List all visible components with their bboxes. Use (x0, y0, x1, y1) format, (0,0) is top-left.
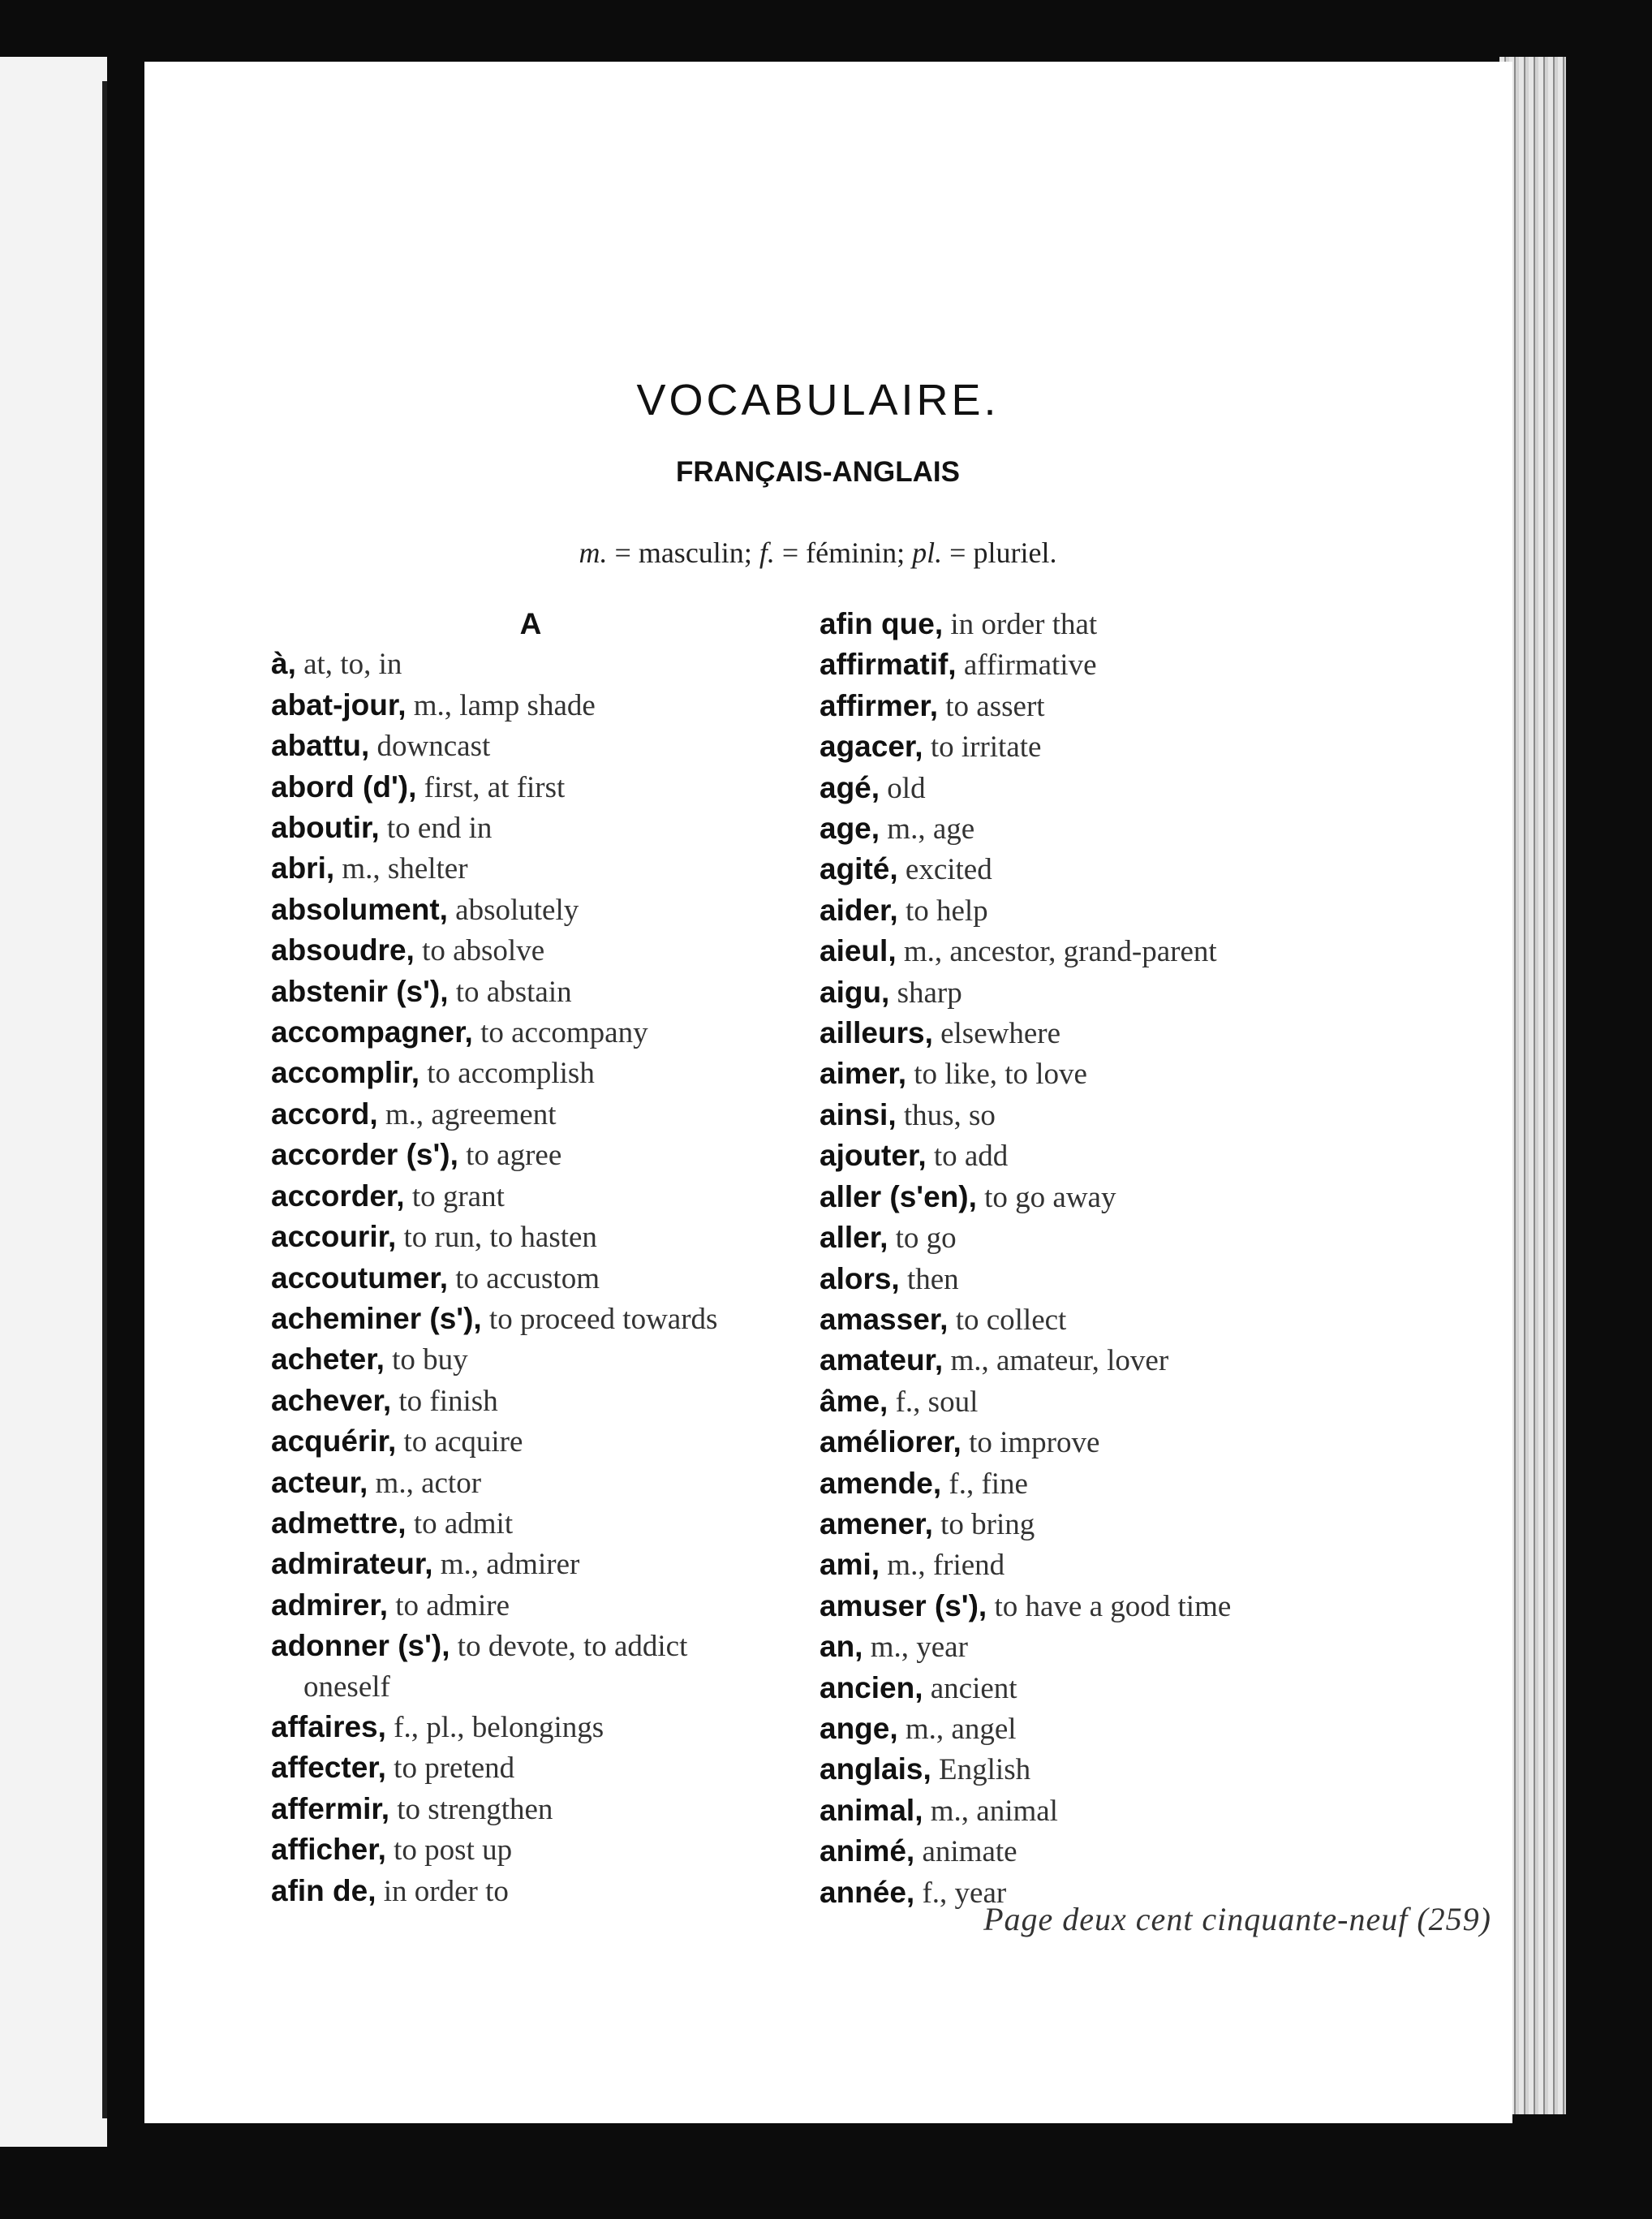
headword: aboutir, (271, 811, 380, 845)
headword: améliorer, (820, 1425, 962, 1459)
headword: amasser, (820, 1302, 949, 1336)
headword: afficher, (271, 1833, 386, 1867)
headword: acheter, (271, 1342, 385, 1377)
vocab-entry (820, 849, 1501, 890)
definition: to buy (384, 1343, 468, 1377)
headword: agacer, (820, 730, 923, 764)
section-letter: A (519, 607, 542, 640)
vocab-entry (820, 768, 1501, 808)
vocab-entry (820, 1586, 1501, 1627)
definition-continuation: oneself (303, 1670, 390, 1704)
definition: to accustom (447, 1261, 600, 1295)
definition: m., ancestor, grand-parent (896, 935, 1217, 969)
headword: aider, (820, 893, 898, 927)
headword: anglais, (820, 1752, 931, 1786)
headword: admettre, (271, 1506, 407, 1540)
headword: agé, (820, 770, 880, 804)
headword: abat-jour, (271, 687, 407, 722)
vocab-entry (820, 1627, 1501, 1667)
definition: m., admirer (432, 1548, 580, 1582)
vocab-entry (820, 1504, 1501, 1545)
headword: accompagner, (271, 1015, 473, 1049)
definition: to acquire (396, 1425, 523, 1459)
vocab-entry (820, 1708, 1501, 1749)
headword: amende, (820, 1466, 942, 1500)
definition: m., shelter (334, 852, 468, 886)
vocab-entry (820, 1259, 1501, 1299)
definition: to bring (932, 1507, 1035, 1541)
vocab-entry (820, 1463, 1501, 1504)
definition: to devote, to addict (450, 1630, 688, 1664)
definition: m., year (863, 1631, 968, 1665)
definition: to proceed towards (481, 1302, 718, 1336)
headword: agité, (820, 852, 898, 886)
definition: to pretend (385, 1752, 515, 1786)
vocab-column-right (820, 604, 1501, 1913)
headword: ange, (820, 1711, 898, 1745)
definition: to collect (948, 1303, 1067, 1337)
definition: m., amateur, lover (943, 1344, 1169, 1378)
headword: acquérir, (271, 1424, 397, 1459)
headword: affermir, (271, 1791, 390, 1825)
headword: accoutumer, (271, 1260, 448, 1295)
right-entries (820, 604, 1501, 1913)
definition: to add (926, 1140, 1009, 1174)
definition: m., angel (897, 1712, 1017, 1746)
vocab-entry (820, 644, 1501, 685)
headword: ami, (820, 1548, 880, 1582)
abbr-m-meaning: masculin (638, 536, 744, 569)
book-page (144, 62, 1512, 2123)
definition: to post up (385, 1833, 513, 1868)
vocab-entry (820, 1790, 1501, 1831)
definition: at, to, in (295, 648, 402, 682)
headword: achever, (271, 1383, 392, 1417)
vocab-entry (820, 1217, 1501, 1258)
abbr-pl-meaning: pluriel (973, 536, 1050, 569)
headword: amener, (820, 1506, 933, 1540)
headword: acteur, (271, 1465, 368, 1499)
definition: thus, so (896, 1098, 996, 1132)
page-number-footer: Page deux cent cinquante-neuf (259) (983, 1901, 1491, 1937)
headword: admirer, (271, 1588, 388, 1622)
headword: acheminer (s'), (271, 1301, 482, 1335)
definition: to grant (404, 1179, 505, 1213)
headword: aimer, (820, 1057, 906, 1091)
vocab-entry (820, 1340, 1501, 1381)
definition: m., lamp shade (406, 688, 596, 722)
headword: abattu, (271, 729, 370, 763)
headword: accord, (271, 1097, 378, 1131)
vocab-entry (820, 1299, 1501, 1340)
headword: adonner (s'), (271, 1629, 450, 1663)
abbr-m: m. (579, 536, 608, 569)
definition: elsewhere (932, 1017, 1061, 1051)
headword: afin que, (820, 607, 944, 640)
definition: to admire (387, 1588, 510, 1622)
definition: to end in (379, 812, 493, 846)
headword: alors, (820, 1261, 900, 1295)
abbr-f-meaning: féminin (806, 536, 897, 569)
headword: à, (271, 647, 296, 681)
definition: first, at first (416, 770, 566, 804)
definition: in order that (943, 608, 1098, 641)
vocab-entry (820, 972, 1501, 1013)
definition: animate (914, 1835, 1017, 1869)
definition: absolutely (447, 893, 579, 927)
abbr-f: f. (759, 536, 775, 569)
vocab-entry (820, 1053, 1501, 1094)
vocab-entry (820, 1668, 1501, 1708)
left-page-edge (0, 57, 107, 2147)
definition: to strengthen (389, 1792, 553, 1826)
headword: année, (820, 1875, 915, 1909)
definition: ancient (923, 1671, 1017, 1705)
definition: to assert (938, 689, 1045, 723)
headword: amuser (s'), (820, 1588, 987, 1622)
vocab-entry (820, 726, 1501, 767)
definition: m., age (880, 812, 975, 847)
vocab-entry (820, 931, 1501, 972)
definition: to run, to hasten (396, 1221, 597, 1255)
headword: âme, (820, 1384, 888, 1418)
headword: age, (820, 812, 880, 846)
definition: to go (888, 1222, 957, 1256)
abbr-pl: pl. (912, 536, 943, 569)
headword: affirmer, (820, 688, 939, 722)
headword: animal, (820, 1793, 923, 1827)
definition: in order to (376, 1874, 509, 1908)
vocab-entry (820, 808, 1501, 849)
definition: to help (897, 894, 988, 928)
definition: downcast (369, 730, 491, 764)
definition: f., soul (888, 1385, 979, 1419)
definition: to abstain (448, 975, 572, 1009)
headword: abord (d'), (271, 769, 417, 804)
headword: affaires, (271, 1709, 386, 1743)
vocab-entry (820, 1095, 1501, 1135)
definition: m., agreement (377, 1097, 557, 1131)
headword: absolument, (271, 892, 448, 926)
definition: to agree (458, 1139, 562, 1173)
headword: accomplir, (271, 1056, 420, 1090)
vocab-entry (820, 686, 1501, 726)
headword: ailleurs, (820, 1016, 933, 1050)
definition: to irritate (923, 730, 1042, 765)
definition: to accomplish (419, 1057, 595, 1091)
headword: affirmatif, (820, 648, 957, 682)
definition: to have a good time (987, 1589, 1232, 1623)
vocab-entry (820, 1831, 1501, 1872)
definition: to absolve (414, 934, 545, 968)
headword: affecter, (271, 1751, 386, 1785)
vocab-entry (820, 1135, 1501, 1176)
definition: to finish (391, 1384, 498, 1418)
definition: f., fine (941, 1467, 1028, 1501)
headword: an, (820, 1630, 863, 1664)
headword: animé, (820, 1834, 915, 1868)
definition: excited (897, 853, 992, 887)
vocab-entry (820, 1013, 1501, 1053)
vocab-entry (820, 1422, 1501, 1463)
headword: accorder, (271, 1178, 405, 1213)
headword: afin de, (271, 1873, 376, 1907)
headword: amateur, (820, 1343, 944, 1377)
definition: sharp (889, 976, 962, 1010)
headword: ainsi, (820, 1097, 897, 1131)
vocab-entry (820, 1381, 1501, 1422)
headword: accorder (s'), (271, 1138, 458, 1172)
page-title: VOCABULAIRE. (636, 376, 1000, 424)
vocab-entry (820, 1749, 1501, 1790)
vocab-entry (820, 1545, 1501, 1585)
definition: to like, to love (906, 1058, 1087, 1092)
headword: aller, (820, 1221, 888, 1255)
vocab-entry (820, 604, 1501, 644)
headword: aigu, (820, 975, 890, 1009)
definition: m., animal (923, 1794, 1058, 1828)
headword: abri, (271, 851, 335, 885)
headword: ancien, (820, 1670, 923, 1704)
headword: accourir, (271, 1220, 397, 1254)
definition: m., friend (880, 1549, 1005, 1583)
vocab-entry (820, 890, 1501, 931)
definition: old (880, 771, 926, 805)
headword: admirateur, (271, 1547, 433, 1581)
definition: to go away (976, 1180, 1116, 1214)
definition: affirmative (956, 648, 1097, 683)
definition: f., year (914, 1876, 1007, 1910)
headword: abstenir (s'), (271, 974, 449, 1008)
definition: English (931, 1753, 1031, 1787)
definition: to improve (961, 1426, 1100, 1460)
headword: ajouter, (820, 1139, 927, 1173)
definition: m., actor (368, 1466, 482, 1500)
page-subtitle: FRANÇAIS-ANGLAIS (676, 456, 960, 488)
definition: f., pl., belongings (385, 1710, 604, 1744)
abbreviation-legend: m. = masculin; f. = féminin; pl. = pluriel. (579, 536, 1057, 569)
definition: then (899, 1262, 959, 1296)
definition: to admit (406, 1506, 514, 1540)
headword: absoudre, (271, 933, 415, 967)
headword: aller (s'en), (820, 1179, 977, 1213)
vocab-entry (820, 1177, 1501, 1217)
headword: aieul, (820, 934, 897, 968)
definition: to accompany (472, 1016, 648, 1050)
